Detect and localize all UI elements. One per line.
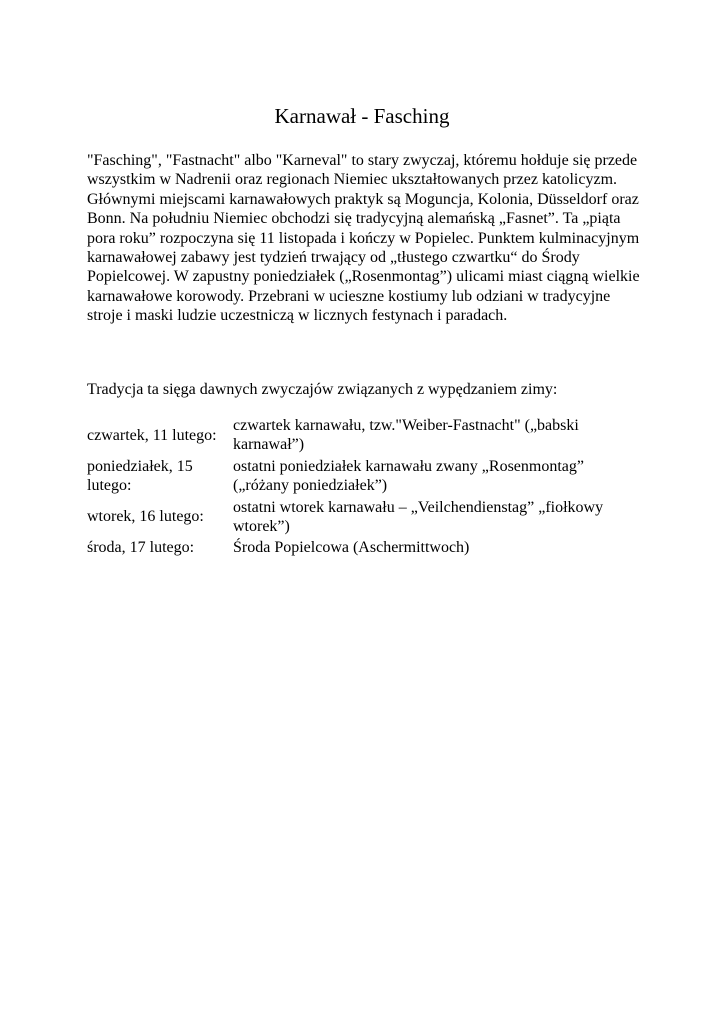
description-cell: czwartek karnawału, tzw."Weiber-Fastnacht" („babski karnawał”) [233,417,579,454]
description-cell: ostatni poniedziałek karnawału zwany „Rosenmontag” („różany poniedziałek”) [233,457,584,495]
tradition-paragraph: Tradycja ta sięga dawnych zwyczajów związanych z wypędzaniem zimy: [87,381,558,398]
table-row [85,498,641,539]
description-cell: Środa Popielcowa (Aschermittwoch) [233,539,470,557]
table-row [85,416,641,457]
dates-table [85,416,641,560]
intro-paragraph: "Fasching", "Fastnacht" albo "Karneval" to stary zwyczaj, któremu hołduje się przede wszystkim w Nadrenii oraz regionach Niemiec ukształtowanych przez katolicyzm. Głównymi miejscami karnawałowych praktyk są Moguncja, Kolonia, Düsseldorf oraz Bonn. Na południu Niemiec obchodzi się tradycyjną alemańską „Fasnet”. Ta „piąta pora roku” rozpoczyna się 11 listopada i kończy w Popielec. Punktem kulminacyjnym karnawałowej zabawy jest tydzień trwający od „tłustego czwartku“ do Środy Popielcowej. W zapustny poniedziałek („Rosenmontag”) ulicami miast ciągną wielkie karnawałowe korowody. Przebrani w ucieszne kostiumy lub odziani w tradycyjne stroje i maski ludzie uczestniczą w licznych festynach i paradach. [87,152,640,325]
date-cell: czwartek, 11 lutego: [87,426,217,444]
description-cell: ostatni wtorek karnawału – „Veilchendienstag” „fiołkowy wtorek”) [233,498,604,536]
date-cell: poniedziałek, 15 lutego: [87,457,193,495]
date-cell: wtorek, 16 lutego: [87,508,204,526]
document-title: Karnawał - Fasching [274,104,450,128]
table-row [85,457,641,498]
date-cell: środa, 17 lutego: [87,539,195,557]
table-row [85,538,641,559]
